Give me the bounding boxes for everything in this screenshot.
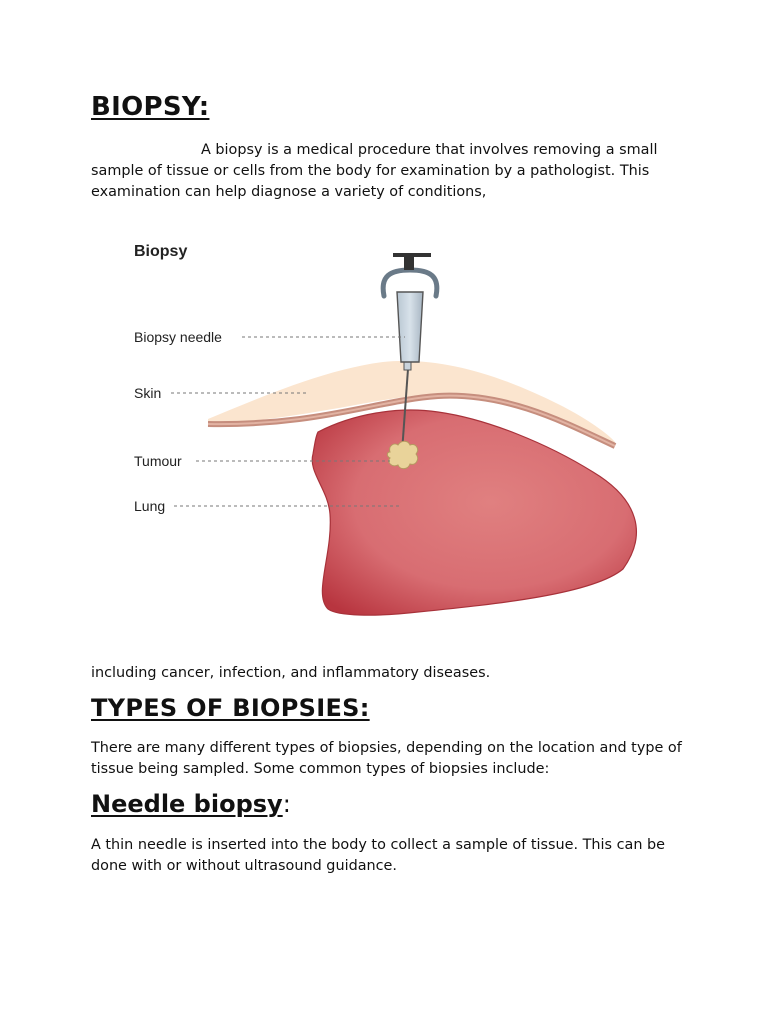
skin-label: Skin [134,385,162,401]
needle-biopsy-heading [91,790,291,818]
plunger-rod [404,256,414,270]
syringe-barrel [397,292,423,362]
intro-paragraph [91,140,691,203]
lung-label: Lung [134,498,166,514]
page-title: BIOPSY: [91,92,210,122]
biopsy-illustration [118,214,650,654]
types-paragraph: There are many different types of biopsies, depending on the location and type of tissue being sampled. Some common types of biopsies include: [91,740,682,777]
figure-title: Biopsy [134,243,188,260]
needle-biopsy-heading-colon: : [282,790,291,818]
needle-biopsy-heading-text: Needle biopsy [91,790,283,818]
tumour-shape [387,441,417,468]
types-heading: TYPES OF BIOPSIES: [91,694,370,722]
needle-biopsy-paragraph: A thin needle is inserted into the body to collect a sample of tissue. This can be done with or without ultrasound guidance. [91,837,666,874]
biopsy-diagram [118,214,650,654]
plunger-cap [393,253,431,257]
tumour-label: Tumour [134,453,182,469]
continuation-paragraph: including cancer, infection, and inflammatory diseases. [91,665,491,681]
needle-label: Biopsy needle [134,329,222,345]
intro-text: A biopsy is a medical procedure that involves removing a small sample of tissue or cells from the body for examination by a pathologist. This examination can help diagnose a variety of conditions, [91,142,658,200]
needle-hub [404,362,411,370]
